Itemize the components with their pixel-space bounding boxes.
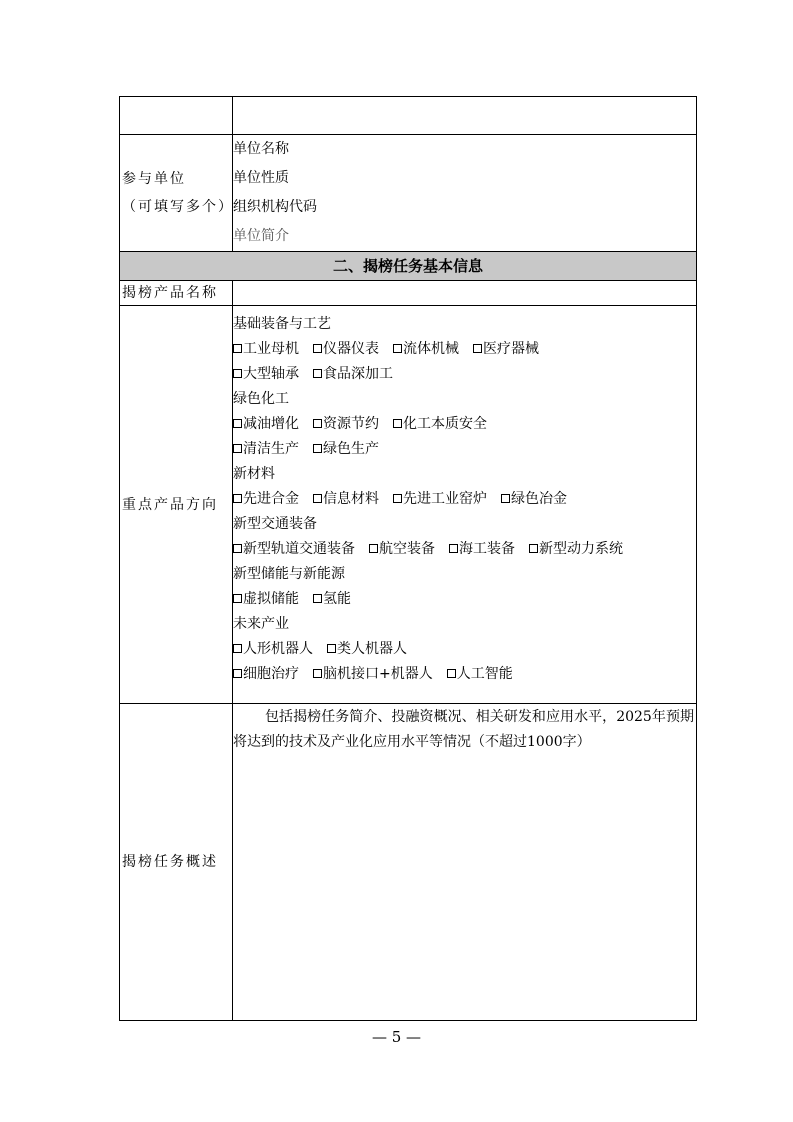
- option-row: [233, 337, 696, 362]
- checkbox-label: 化工本质安全: [403, 416, 487, 432]
- category-heading: 绿色化工: [233, 391, 289, 407]
- checkbox-option[interactable]: [233, 587, 299, 612]
- checkbox-icon[interactable]: [313, 594, 322, 603]
- checkbox-option[interactable]: [313, 362, 393, 387]
- checkbox-icon[interactable]: [529, 544, 538, 553]
- checkbox-option[interactable]: [369, 537, 435, 562]
- category-heading: 基础装备与工艺: [233, 316, 331, 332]
- section-header-row: [120, 252, 697, 281]
- checkbox-label: 航空装备: [379, 541, 435, 557]
- page-number: — 5 —: [371, 1028, 422, 1046]
- direction-category-list: [233, 312, 696, 687]
- checkbox-icon[interactable]: [393, 494, 402, 503]
- checkbox-label: 先进工业窑炉: [403, 491, 487, 507]
- direction-options: [233, 306, 697, 704]
- participants-fields[interactable]: [233, 135, 697, 252]
- checkbox-option[interactable]: [313, 437, 379, 462]
- field-org-code[interactable]: 组织机构代码: [233, 199, 317, 215]
- checkbox-label: 氢能: [323, 591, 351, 607]
- overview-instruction: 包括揭榜任务简介、投融资概况、相关研发和应用水平，2025年预期将达到的技术及产业化应用水平等情况（不超过1000字）: [233, 709, 694, 750]
- checkbox-label: 清洁生产: [243, 441, 299, 457]
- checkbox-label: 脑机接口+机器人: [323, 666, 433, 682]
- option-row: [233, 412, 696, 437]
- checkbox-option[interactable]: [233, 412, 299, 437]
- checkbox-option[interactable]: [233, 362, 299, 387]
- option-row: [233, 637, 696, 662]
- checkbox-option[interactable]: [233, 337, 299, 362]
- overview-label: 揭榜任务概述: [120, 704, 233, 1021]
- checkbox-icon[interactable]: [313, 669, 322, 678]
- field-unit-name[interactable]: 单位名称: [233, 141, 289, 157]
- checkbox-icon[interactable]: [233, 344, 242, 353]
- overview-row: [120, 704, 697, 1021]
- checkbox-option[interactable]: [233, 487, 299, 512]
- category-heading: 未来产业: [233, 616, 289, 632]
- checkbox-label: 人工智能: [456, 666, 513, 682]
- product-name-label: 揭榜产品名称: [120, 281, 233, 306]
- product-name-input[interactable]: [233, 281, 697, 306]
- checkbox-option[interactable]: [233, 437, 299, 462]
- checkbox-icon[interactable]: [313, 344, 322, 353]
- checkbox-icon[interactable]: [313, 419, 322, 428]
- checkbox-label: 新型轨道交通装备: [243, 541, 355, 557]
- checkbox-label: 资源节约: [323, 416, 379, 432]
- checkbox-icon[interactable]: [313, 444, 322, 453]
- checkbox-label: 仪器仪表: [323, 341, 379, 357]
- checkbox-icon[interactable]: [393, 344, 402, 353]
- checkbox-option[interactable]: [501, 487, 567, 512]
- blank-row: [120, 97, 697, 135]
- field-unit-intro[interactable]: 单位简介: [233, 228, 289, 244]
- blank-label-cell: [120, 97, 233, 135]
- checkbox-option[interactable]: [393, 487, 487, 512]
- section-title: 二、揭榜任务基本信息: [120, 252, 697, 281]
- checkbox-option[interactable]: [233, 537, 355, 562]
- checkbox-icon[interactable]: [393, 419, 402, 428]
- overview-textarea[interactable]: [233, 704, 697, 1021]
- checkbox-icon[interactable]: [233, 444, 242, 453]
- checkbox-icon[interactable]: [313, 494, 322, 503]
- option-row: [233, 362, 696, 387]
- checkbox-icon[interactable]: [327, 644, 336, 653]
- checkbox-label: 信息材料: [323, 491, 379, 507]
- checkbox-label: 先进合金: [243, 491, 299, 507]
- checkbox-icon[interactable]: [233, 594, 242, 603]
- product-name-row: [120, 281, 697, 306]
- checkbox-label: 类人机器人: [337, 641, 407, 657]
- checkbox-icon[interactable]: [501, 494, 510, 503]
- checkbox-option[interactable]: [473, 337, 539, 362]
- checkbox-icon[interactable]: [233, 544, 242, 553]
- checkbox-label: 人形机器人: [243, 641, 313, 657]
- checkbox-label: 大型轴承: [243, 366, 299, 382]
- checkbox-option[interactable]: [313, 337, 379, 362]
- direction-row: [120, 306, 697, 704]
- checkbox-label: 绿色冶金: [511, 491, 567, 507]
- checkbox-icon[interactable]: [233, 369, 242, 378]
- checkbox-option[interactable]: [447, 662, 513, 687]
- checkbox-option[interactable]: [313, 487, 379, 512]
- checkbox-label: 绿色生产: [323, 441, 379, 457]
- checkbox-label: 流体机械: [403, 341, 459, 357]
- checkbox-icon[interactable]: [447, 669, 456, 678]
- participants-label-line2: （可填写多个）: [122, 199, 234, 215]
- option-row: [233, 537, 696, 562]
- checkbox-icon[interactable]: [369, 544, 378, 553]
- checkbox-icon[interactable]: [233, 669, 242, 678]
- option-row: [233, 487, 696, 512]
- participants-label-line1: 参与单位: [122, 171, 186, 187]
- checkbox-label: 新型动力系统: [539, 541, 623, 557]
- checkbox-icon[interactable]: [233, 494, 242, 503]
- field-unit-nature[interactable]: 单位性质: [233, 170, 289, 186]
- checkbox-option[interactable]: [313, 412, 379, 437]
- checkbox-icon[interactable]: [233, 644, 242, 653]
- checkbox-option[interactable]: [233, 637, 313, 662]
- checkbox-option[interactable]: [327, 637, 407, 662]
- blank-value-cell[interactable]: [233, 97, 697, 135]
- category-heading: 新型储能与新能源: [233, 566, 345, 582]
- option-row: [233, 662, 696, 687]
- checkbox-label: 海工装备: [459, 541, 515, 557]
- checkbox-label: 细胞治疗: [243, 666, 299, 682]
- category-heading: 新型交通装备: [233, 516, 317, 532]
- checkbox-icon[interactable]: [449, 544, 458, 553]
- checkbox-option[interactable]: [529, 537, 623, 562]
- checkbox-label: 减油增化: [243, 416, 299, 432]
- checkbox-option[interactable]: [393, 412, 487, 437]
- checkbox-option[interactable]: [313, 662, 433, 687]
- checkbox-option[interactable]: [233, 662, 299, 687]
- direction-label: 重点产品方向: [120, 306, 233, 704]
- checkbox-label: 医疗器械: [483, 341, 539, 357]
- checkbox-option[interactable]: [313, 587, 351, 612]
- participants-row: [120, 135, 697, 252]
- participants-label: [120, 135, 233, 252]
- checkbox-label: 虚拟储能: [243, 591, 299, 607]
- checkbox-option[interactable]: [449, 537, 515, 562]
- checkbox-label: 食品深加工: [323, 366, 393, 382]
- checkbox-icon[interactable]: [313, 369, 322, 378]
- option-row: [233, 437, 696, 462]
- option-row: [233, 587, 696, 612]
- application-form-table: [119, 96, 697, 1021]
- checkbox-icon[interactable]: [233, 419, 242, 428]
- checkbox-icon[interactable]: [473, 344, 482, 353]
- checkbox-label: 工业母机: [243, 341, 299, 357]
- category-heading: 新材料: [233, 466, 275, 482]
- checkbox-option[interactable]: [393, 337, 459, 362]
